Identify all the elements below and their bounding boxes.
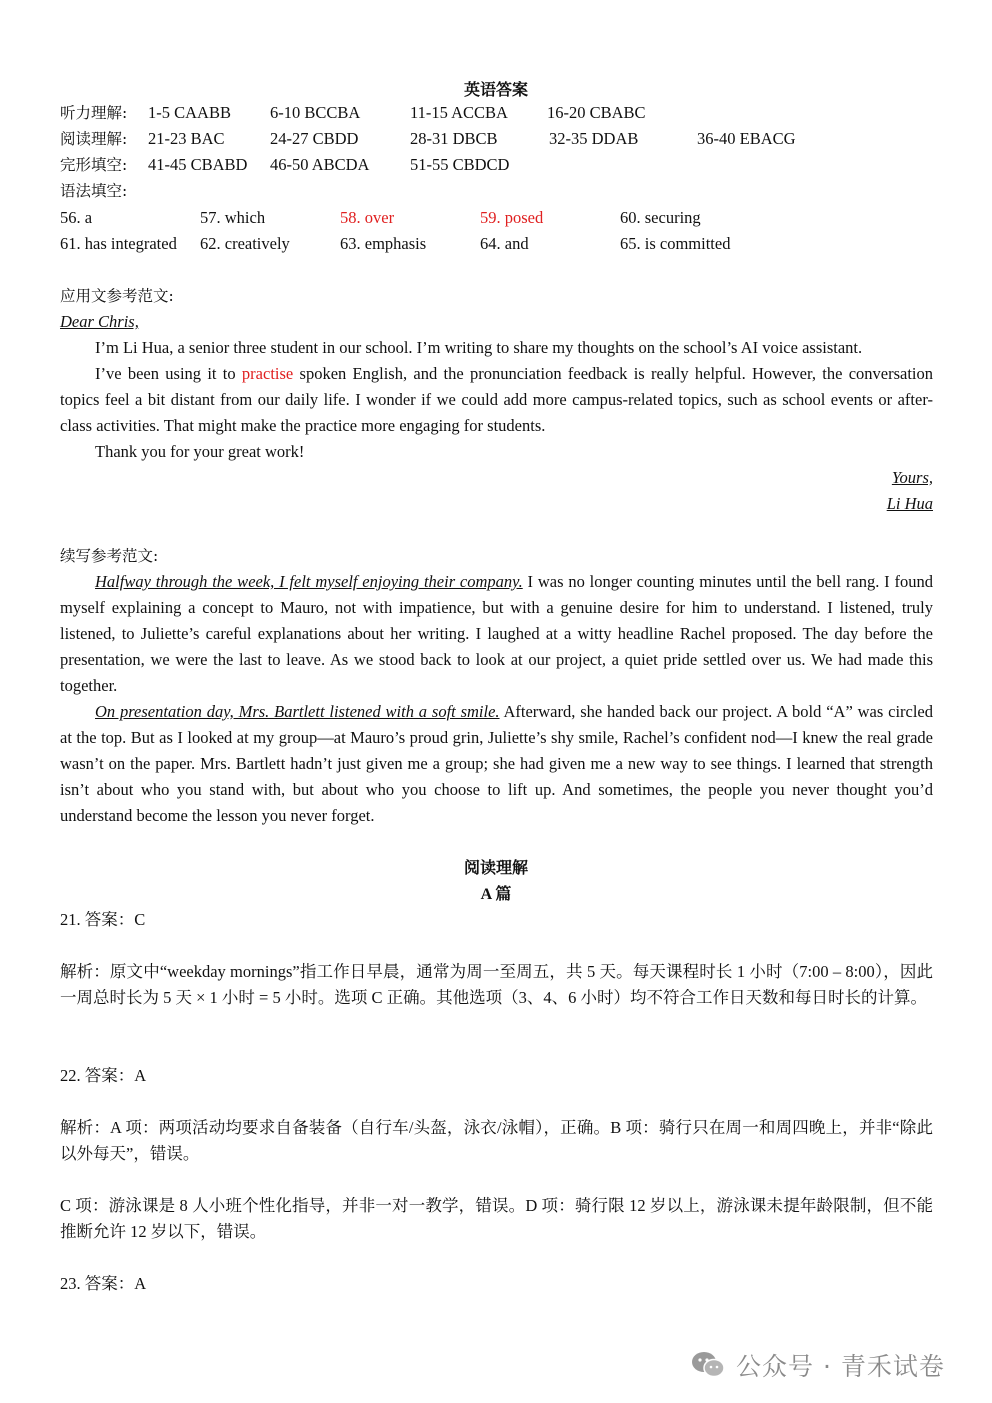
section-title: 阅读理解 bbox=[463, 860, 528, 877]
grammar-62: 62. creatively bbox=[200, 234, 290, 253]
listening-6-10: 6-10 BCCBA bbox=[270, 103, 361, 122]
reading-label: 阅读理解: bbox=[60, 130, 128, 148]
grammar-63: 63. emphasis bbox=[340, 234, 427, 253]
grammar-61: 61. has integrated bbox=[60, 234, 177, 253]
q22-explanation-2: C 项：游泳课是 8 人小班个性化指导，并非一对一教学，错误。D 项：骑行限 12 岁以上，游泳课未提年龄限制，但不能推断允许 12 岁以下，错误。 bbox=[60, 1196, 933, 1241]
letter-closing: Yours, bbox=[891, 468, 933, 487]
grammar-64: 64. and bbox=[480, 234, 529, 253]
letter-paragraph-1: I’m Li Hua, a senior three student in our school. I’m writing to share my thoughts on the school’s AI voice assistant. bbox=[95, 338, 863, 357]
grammar-label: 语法填空: bbox=[60, 182, 128, 200]
continuation-lead-2: On presentation day, Mrs. Bartlett listened with a soft smile. bbox=[95, 702, 500, 721]
cloze-41-45: 41-45 CBABD bbox=[148, 155, 248, 174]
letter-paragraph-2: I’ve been using it to practise spoken English, and the pronunciation feedback is really helpful. However, the conversation topics feel a bit distant from our daily life. I wonder if we could add more campus-related topics, such as school events or after-class activities. That might make the practice more engaging for students. bbox=[60, 364, 933, 435]
cloze-46-50: 46-50 ABCDA bbox=[270, 155, 370, 174]
reading-36-40: 36-40 EBACG bbox=[697, 129, 796, 148]
q23-answer: 23. 答案：A bbox=[60, 1274, 147, 1293]
q22-explanation-1: 解析：A 项：两项活动均要求自备装备（自行车/头盔，泳衣/泳帽），正确。B 项：骑行只在周一和周四晚上，并非“除此以外每天”，错误。 bbox=[60, 1118, 933, 1163]
watermark-text: 公众号 · 青禾试卷 bbox=[736, 1352, 945, 1381]
q21-answer: 21. 答案：C bbox=[60, 910, 146, 929]
listening-label: 听力理解: bbox=[60, 104, 128, 122]
letter-signature: Li Hua bbox=[886, 494, 933, 513]
listening-11-15: 11-15 ACCBA bbox=[410, 103, 508, 122]
letter-salutation: Dear Chris, bbox=[60, 312, 139, 331]
q22-answer: 22. 答案：A bbox=[60, 1066, 147, 1085]
cloze-label: 完形填空: bbox=[60, 156, 128, 174]
grammar-65: 65. is committed bbox=[620, 234, 731, 253]
continuation-label: 续写参考范文: bbox=[60, 547, 159, 565]
grammar-59: 59. posed bbox=[480, 208, 544, 227]
practical-label: 应用文参考范文: bbox=[60, 287, 174, 305]
reading-32-35: 32-35 DDAB bbox=[549, 129, 639, 148]
continuation-paragraph-2: On presentation day, Mrs. Bartlett listened with a soft smile. Afterward, she handed back our project. A bold “A” was circled at the top. But as I looked at my group—at Mauro’s proud grin, Juliette’s shy smile, Rachel’s confident nod—I knew the real grade wasn’t on the paper. Mrs. Bartlett hadn’t just given me a group; she had given me a new way to see things. I learned that strength isn’t about who you stand with, but about who you choose to lift up. And sometimes, the people you never thought you’d understand become the lesson you never forget. bbox=[60, 702, 934, 825]
grammar-60: 60. securing bbox=[620, 208, 701, 227]
grammar-56: 56. a bbox=[60, 208, 93, 227]
highlight-practise: practise bbox=[241, 364, 294, 383]
reading-24-27: 24-27 CBDD bbox=[270, 129, 359, 148]
grammar-58: 58. over bbox=[340, 208, 395, 227]
letter-paragraph-3: Thank you for your great work! bbox=[95, 442, 305, 461]
cloze-51-55: 51-55 CBDCD bbox=[410, 155, 510, 174]
watermark bbox=[690, 1345, 945, 1385]
grammar-57: 57. which bbox=[200, 208, 266, 227]
listening-16-20: 16-20 CBABC bbox=[547, 103, 646, 122]
listening-1-5: 1-5 CAABB bbox=[148, 103, 231, 122]
doc-title: 英语答案 bbox=[463, 82, 528, 99]
wechat-icon bbox=[690, 1350, 726, 1380]
reading-28-31: 28-31 DBCB bbox=[410, 129, 498, 148]
continuation-paragraph-1: Halfway through the week, I felt myself enjoying their company. I was no longer counting minutes until the bell rang. I found myself explaining a concept to Mauro, not with impatience, but with a genuine desire for him to understand. I listened, truly listened, to Juliette’s careful explanations about her writing. I laughed at a witty headline Rachel proposed. The day before the presentation, we were the last to leave. As we stood back to look at our project, a quiet pride settled over us. We had made this together. bbox=[60, 572, 933, 695]
q21-explanation: 解析：原文中“weekday mornings”指工作日早晨，通常为周一至周五，共 5 天。每天课程时长 1 小时（7:00 – 8:00），因此一周总时长为 5 天 × 1 小时 = 5 小时。选项 C 正确。其他选项（3、4、6 小时）均不符合工作日天数和每日时长的计算。 bbox=[60, 962, 933, 1007]
continuation-lead-1: Halfway through the week, I felt myself enjoying their company. bbox=[95, 572, 523, 591]
reading-21-23: 21-23 BAC bbox=[148, 129, 225, 148]
section-subtitle: A 篇 bbox=[480, 886, 512, 903]
